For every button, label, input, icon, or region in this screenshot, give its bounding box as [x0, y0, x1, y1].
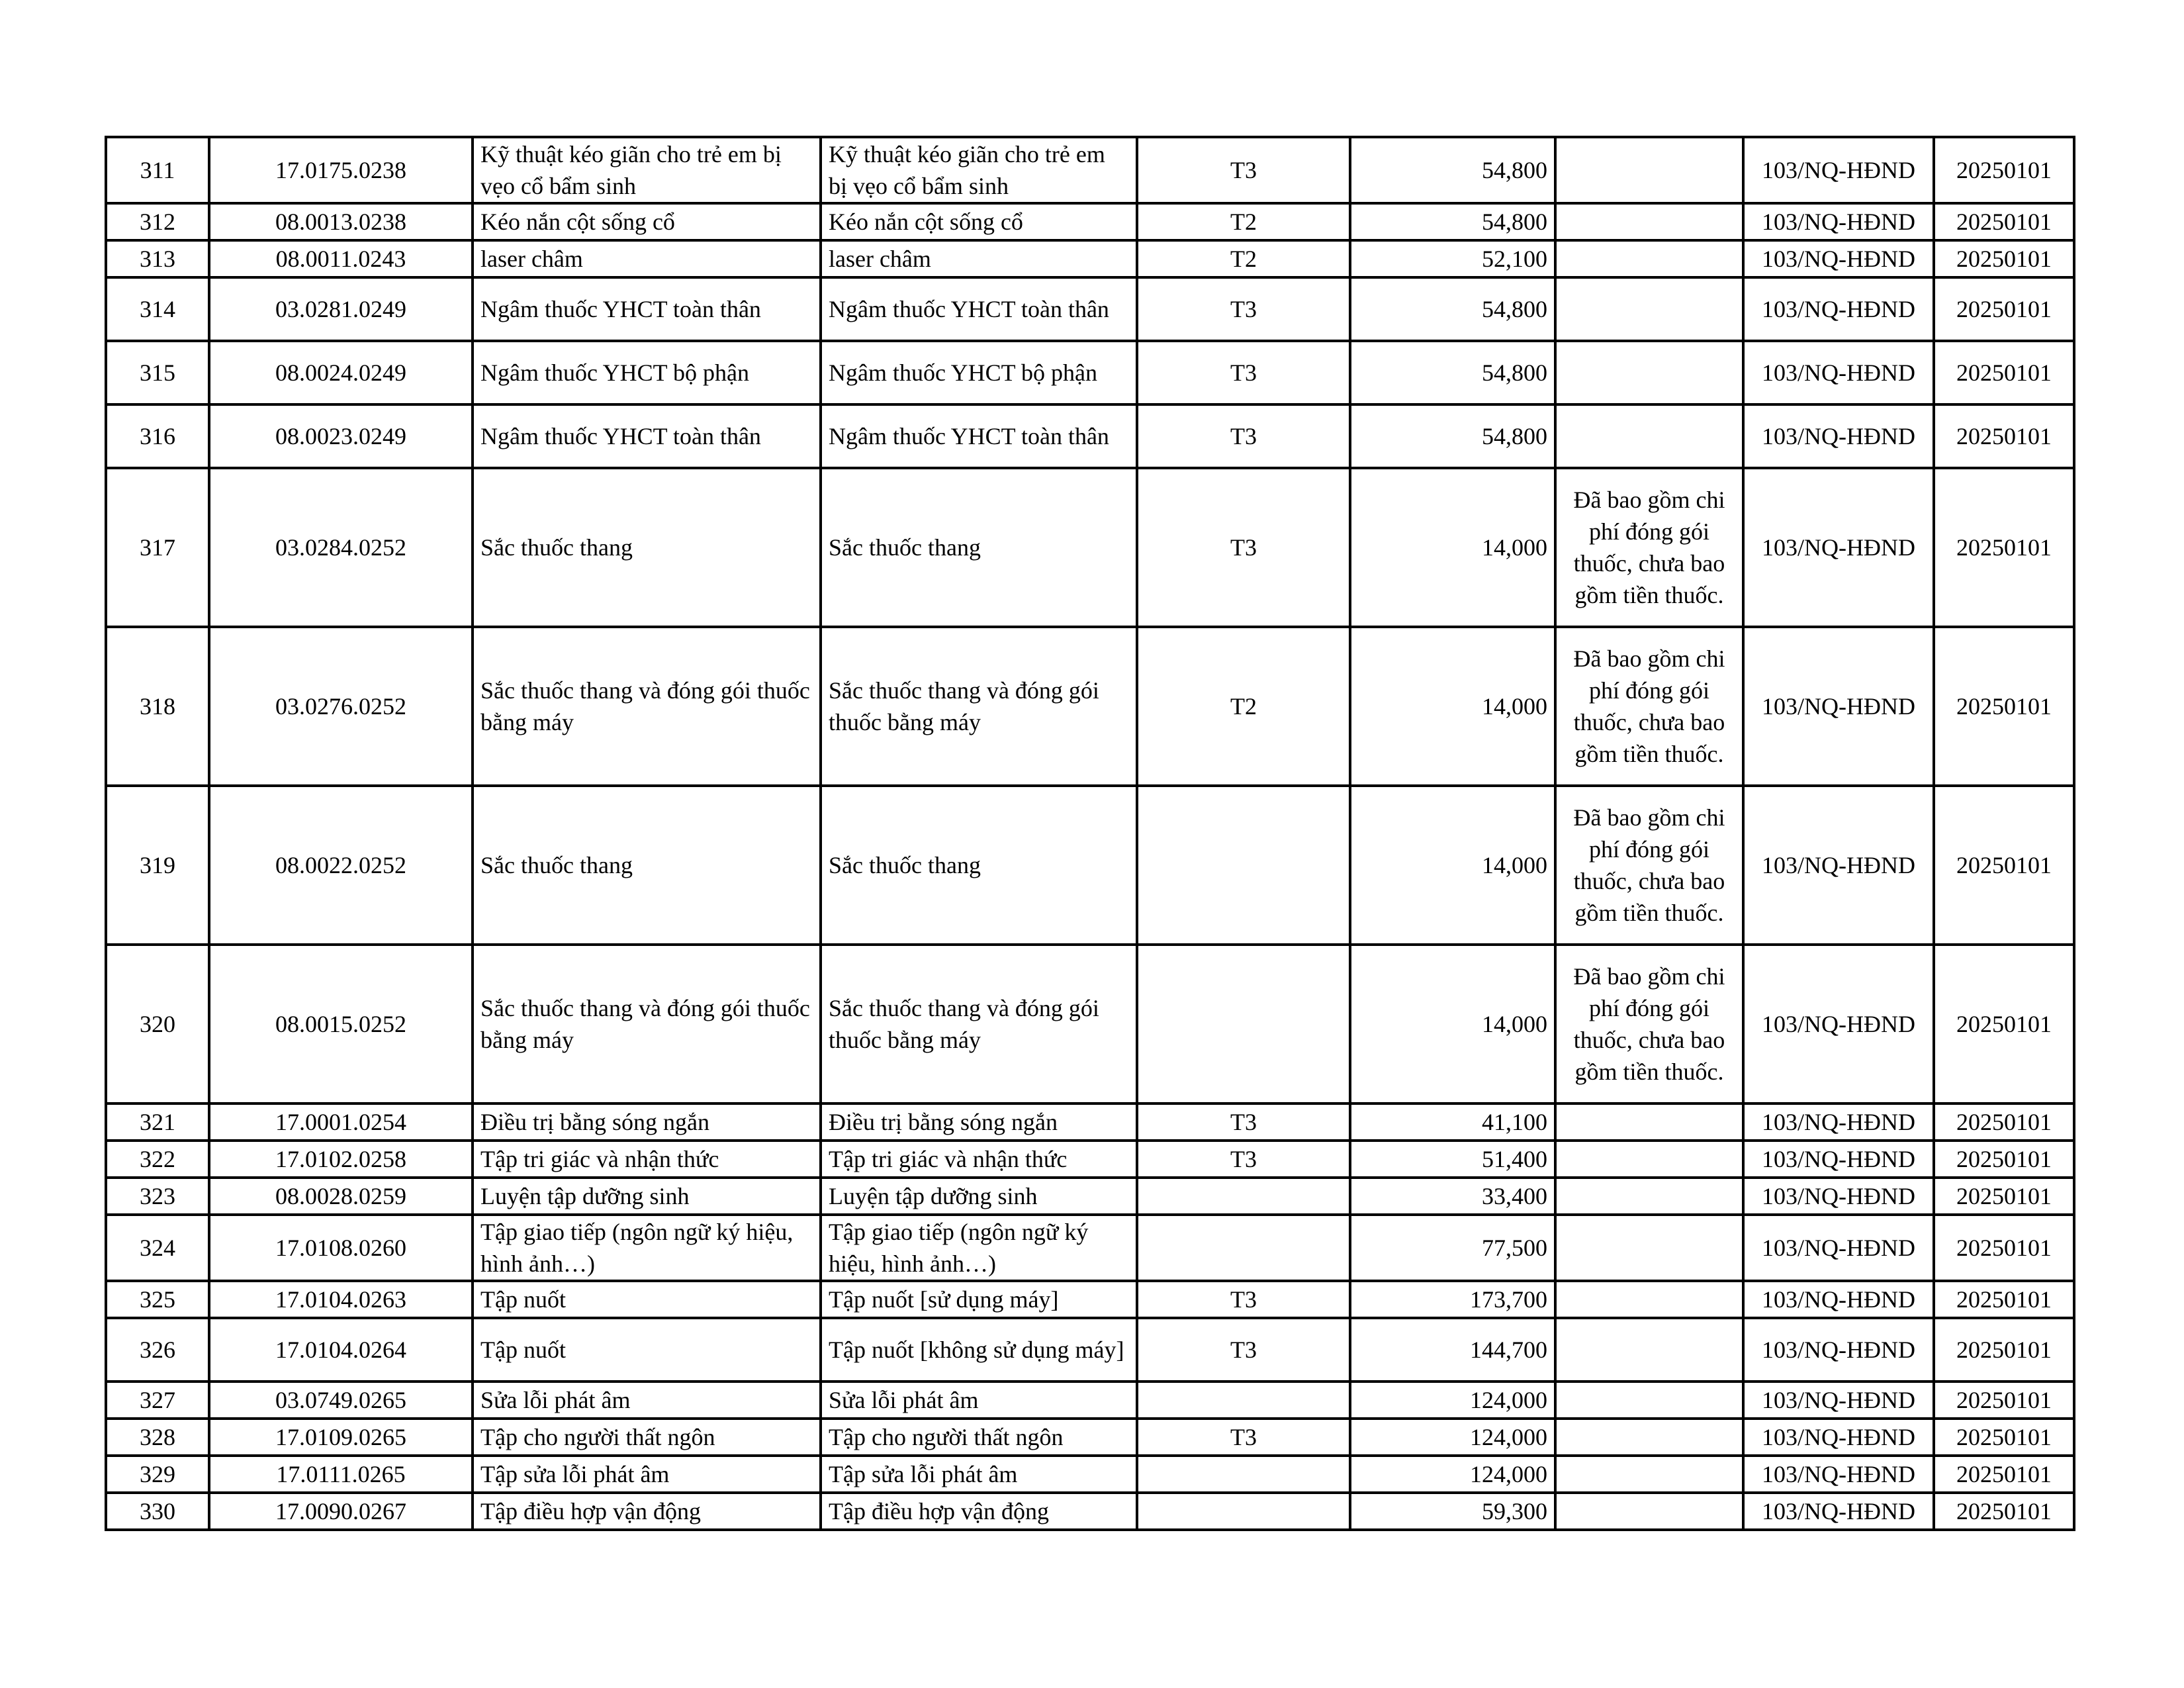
- resolution-number: 103/NQ-HĐND: [1743, 203, 1934, 240]
- service-code: 08.0024.0249: [209, 341, 473, 404]
- service-price: 173,700: [1350, 1281, 1555, 1318]
- price-note: [1555, 404, 1743, 468]
- service-class: T3: [1137, 277, 1350, 341]
- table-row: [106, 945, 2074, 1103]
- service-class: T2: [1137, 627, 1350, 786]
- resolution-number: 103/NQ-HĐND: [1743, 786, 1934, 945]
- price-note: [1555, 277, 1743, 341]
- service-class: T3: [1137, 1318, 1350, 1382]
- row-number: 316: [106, 404, 209, 468]
- service-class: [1137, 786, 1350, 945]
- effective-date: 20250101: [1934, 627, 2074, 786]
- service-name: Tập sửa lỗi phát âm: [473, 1456, 821, 1493]
- effective-date: 20250101: [1934, 137, 2074, 203]
- resolution-number: 103/NQ-HĐND: [1743, 468, 1934, 627]
- price-note: [1555, 1493, 1743, 1530]
- service-price: 54,800: [1350, 404, 1555, 468]
- price-note: Đã bao gồm chi phí đóng gói thuốc, chưa bao gồm tiền thuốc.: [1555, 468, 1743, 627]
- service-class: T2: [1137, 203, 1350, 240]
- service-price: 54,800: [1350, 277, 1555, 341]
- service-name-alt: laser châm: [821, 240, 1137, 277]
- service-code: 17.0104.0264: [209, 1318, 473, 1382]
- service-price: 59,300: [1350, 1493, 1555, 1530]
- price-note: [1555, 1281, 1743, 1318]
- service-name: Kỹ thuật kéo giãn cho trẻ em bị vẹo cổ bẩm sinh: [473, 137, 821, 203]
- effective-date: 20250101: [1934, 786, 2074, 945]
- table-row: [106, 1419, 2074, 1456]
- service-code: 03.0749.0265: [209, 1382, 473, 1419]
- service-name: Điều trị bằng sóng ngắn: [473, 1103, 821, 1141]
- price-note: [1555, 341, 1743, 404]
- service-name-alt: Kỹ thuật kéo giãn cho trẻ em bị vẹo cổ bẩm sinh: [821, 137, 1137, 203]
- resolution-number: 103/NQ-HĐND: [1743, 945, 1934, 1103]
- row-number: 328: [106, 1419, 209, 1456]
- price-note: Đã bao gồm chi phí đóng gói thuốc, chưa bao gồm tiền thuốc.: [1555, 945, 1743, 1103]
- service-name: Ngâm thuốc YHCT bộ phận: [473, 341, 821, 404]
- effective-date: 20250101: [1934, 1456, 2074, 1493]
- row-number: 319: [106, 786, 209, 945]
- service-code: 17.0102.0258: [209, 1141, 473, 1178]
- table-row: [106, 203, 2074, 240]
- effective-date: 20250101: [1934, 404, 2074, 468]
- service-code: 17.0109.0265: [209, 1419, 473, 1456]
- row-number: 330: [106, 1493, 209, 1530]
- service-name: Tập điều hợp vận động: [473, 1493, 821, 1530]
- service-name-alt: Tập cho người thất ngôn: [821, 1419, 1137, 1456]
- service-price: 124,000: [1350, 1419, 1555, 1456]
- service-name: Tập tri giác và nhận thức: [473, 1141, 821, 1178]
- table-row: [106, 1178, 2074, 1215]
- service-name-alt: Tập tri giác và nhận thức: [821, 1141, 1137, 1178]
- service-class: [1137, 945, 1350, 1103]
- service-price: 124,000: [1350, 1382, 1555, 1419]
- table-row: [106, 1141, 2074, 1178]
- service-class: T3: [1137, 468, 1350, 627]
- row-number: 312: [106, 203, 209, 240]
- service-name-alt: Ngâm thuốc YHCT toàn thân: [821, 404, 1137, 468]
- service-class: [1137, 1382, 1350, 1419]
- table-row: [106, 404, 2074, 468]
- service-name-alt: Tập nuốt [không sử dụng máy]: [821, 1318, 1137, 1382]
- service-class: [1137, 1215, 1350, 1281]
- price-note: [1555, 137, 1743, 203]
- service-price: 54,800: [1350, 137, 1555, 203]
- price-note: [1555, 1318, 1743, 1382]
- effective-date: 20250101: [1934, 1281, 2074, 1318]
- service-price: 41,100: [1350, 1103, 1555, 1141]
- service-price: 144,700: [1350, 1318, 1555, 1382]
- effective-date: 20250101: [1934, 1493, 2074, 1530]
- service-code: 03.0284.0252: [209, 468, 473, 627]
- table-row: [106, 1281, 2074, 1318]
- table-row: [106, 1456, 2074, 1493]
- service-name-alt: Tập giao tiếp (ngôn ngữ ký hiệu, hình ảnh…): [821, 1215, 1137, 1281]
- service-code: 17.0104.0263: [209, 1281, 473, 1318]
- row-number: 318: [106, 627, 209, 786]
- resolution-number: 103/NQ-HĐND: [1743, 1178, 1934, 1215]
- table-row: [106, 468, 2074, 627]
- row-number: 323: [106, 1178, 209, 1215]
- service-name-alt: Ngâm thuốc YHCT toàn thân: [821, 277, 1137, 341]
- effective-date: 20250101: [1934, 1382, 2074, 1419]
- effective-date: 20250101: [1934, 945, 2074, 1103]
- service-name: Sắc thuốc thang và đóng gói thuốc bằng máy: [473, 627, 821, 786]
- service-class: [1137, 1178, 1350, 1215]
- effective-date: 20250101: [1934, 1419, 2074, 1456]
- price-note: [1555, 1215, 1743, 1281]
- resolution-number: 103/NQ-HĐND: [1743, 1419, 1934, 1456]
- table-body: [106, 137, 2074, 1530]
- service-name: laser châm: [473, 240, 821, 277]
- row-number: 327: [106, 1382, 209, 1419]
- effective-date: 20250101: [1934, 240, 2074, 277]
- service-code: 17.0175.0238: [209, 137, 473, 203]
- service-price: 33,400: [1350, 1178, 1555, 1215]
- service-name: Luyện tập dưỡng sinh: [473, 1178, 821, 1215]
- effective-date: 20250101: [1934, 1178, 2074, 1215]
- resolution-number: 103/NQ-HĐND: [1743, 240, 1934, 277]
- table-row: [106, 341, 2074, 404]
- resolution-number: 103/NQ-HĐND: [1743, 1215, 1934, 1281]
- price-note: [1555, 203, 1743, 240]
- service-name-alt: Ngâm thuốc YHCT bộ phận: [821, 341, 1137, 404]
- price-note: [1555, 1141, 1743, 1178]
- service-class: [1137, 1456, 1350, 1493]
- price-note: Đã bao gồm chi phí đóng gói thuốc, chưa bao gồm tiền thuốc.: [1555, 786, 1743, 945]
- service-name: Tập nuốt: [473, 1281, 821, 1318]
- service-code: 08.0022.0252: [209, 786, 473, 945]
- service-name-alt: Sắc thuốc thang: [821, 468, 1137, 627]
- service-name: Sắc thuốc thang: [473, 786, 821, 945]
- service-name: Tập giao tiếp (ngôn ngữ ký hiệu, hình ảnh…): [473, 1215, 821, 1281]
- resolution-number: 103/NQ-HĐND: [1743, 277, 1934, 341]
- service-name-alt: Tập sửa lỗi phát âm: [821, 1456, 1137, 1493]
- service-name: Kéo nắn cột sống cổ: [473, 203, 821, 240]
- service-name: Sắc thuốc thang và đóng gói thuốc bằng máy: [473, 945, 821, 1103]
- service-name: Sắc thuốc thang: [473, 468, 821, 627]
- service-code: 17.0111.0265: [209, 1456, 473, 1493]
- service-class: T3: [1137, 1141, 1350, 1178]
- row-number: 311: [106, 137, 209, 203]
- service-price: 14,000: [1350, 468, 1555, 627]
- service-price: 51,400: [1350, 1141, 1555, 1178]
- effective-date: 20250101: [1934, 1318, 2074, 1382]
- row-number: 326: [106, 1318, 209, 1382]
- table-row: [106, 1382, 2074, 1419]
- service-code: 08.0013.0238: [209, 203, 473, 240]
- table-row: [106, 1493, 2074, 1530]
- resolution-number: 103/NQ-HĐND: [1743, 1281, 1934, 1318]
- effective-date: 20250101: [1934, 468, 2074, 627]
- service-name-alt: Tập nuốt [sử dụng máy]: [821, 1281, 1137, 1318]
- service-code: 17.0090.0267: [209, 1493, 473, 1530]
- row-number: 314: [106, 277, 209, 341]
- service-price: 77,500: [1350, 1215, 1555, 1281]
- service-price: 54,800: [1350, 341, 1555, 404]
- service-class: T3: [1137, 1281, 1350, 1318]
- effective-date: 20250101: [1934, 277, 2074, 341]
- table-row: [106, 240, 2074, 277]
- price-note: Đã bao gồm chi phí đóng gói thuốc, chưa bao gồm tiền thuốc.: [1555, 627, 1743, 786]
- service-name: Ngâm thuốc YHCT toàn thân: [473, 404, 821, 468]
- row-number: 313: [106, 240, 209, 277]
- service-code: 08.0011.0243: [209, 240, 473, 277]
- service-code: 17.0108.0260: [209, 1215, 473, 1281]
- service-name-alt: Sắc thuốc thang: [821, 786, 1137, 945]
- resolution-number: 103/NQ-HĐND: [1743, 1382, 1934, 1419]
- service-name: Sửa lỗi phát âm: [473, 1382, 821, 1419]
- row-number: 320: [106, 945, 209, 1103]
- price-note: [1555, 1419, 1743, 1456]
- service-name-alt: Kéo nắn cột sống cổ: [821, 203, 1137, 240]
- service-name-alt: Điều trị bằng sóng ngắn: [821, 1103, 1137, 1141]
- table-row: [106, 627, 2074, 786]
- effective-date: 20250101: [1934, 1141, 2074, 1178]
- service-class: T3: [1137, 1103, 1350, 1141]
- service-class: T2: [1137, 240, 1350, 277]
- price-note: [1555, 1382, 1743, 1419]
- service-class: T3: [1137, 341, 1350, 404]
- row-number: 322: [106, 1141, 209, 1178]
- service-name-alt: Sửa lỗi phát âm: [821, 1382, 1137, 1419]
- effective-date: 20250101: [1934, 203, 2074, 240]
- service-price: 14,000: [1350, 786, 1555, 945]
- effective-date: 20250101: [1934, 1103, 2074, 1141]
- row-number: 324: [106, 1215, 209, 1281]
- service-code: 08.0023.0249: [209, 404, 473, 468]
- service-code: 03.0281.0249: [209, 277, 473, 341]
- service-code: 03.0276.0252: [209, 627, 473, 786]
- service-price: 124,000: [1350, 1456, 1555, 1493]
- effective-date: 20250101: [1934, 1215, 2074, 1281]
- resolution-number: 103/NQ-HĐND: [1743, 627, 1934, 786]
- service-code: 17.0001.0254: [209, 1103, 473, 1141]
- resolution-number: 103/NQ-HĐND: [1743, 1103, 1934, 1141]
- table-row: [106, 1215, 2074, 1281]
- service-name-alt: Sắc thuốc thang và đóng gói thuốc bằng máy: [821, 627, 1137, 786]
- service-name: Tập nuốt: [473, 1318, 821, 1382]
- price-note: [1555, 1178, 1743, 1215]
- resolution-number: 103/NQ-HĐND: [1743, 404, 1934, 468]
- service-name: Ngâm thuốc YHCT toàn thân: [473, 277, 821, 341]
- resolution-number: 103/NQ-HĐND: [1743, 1456, 1934, 1493]
- service-class: T3: [1137, 1419, 1350, 1456]
- service-code: 08.0015.0252: [209, 945, 473, 1103]
- effective-date: 20250101: [1934, 341, 2074, 404]
- row-number: 325: [106, 1281, 209, 1318]
- table-row: [106, 137, 2074, 203]
- row-number: 315: [106, 341, 209, 404]
- row-number: 321: [106, 1103, 209, 1141]
- table-row: [106, 277, 2074, 341]
- service-name-alt: Tập điều hợp vận động: [821, 1493, 1137, 1530]
- table-row: [106, 1318, 2074, 1382]
- service-price-table: [105, 136, 2075, 1531]
- service-price: 54,800: [1350, 203, 1555, 240]
- service-class: [1137, 1493, 1350, 1530]
- resolution-number: 103/NQ-HĐND: [1743, 1318, 1934, 1382]
- service-class: T3: [1137, 404, 1350, 468]
- table-row: [106, 1103, 2074, 1141]
- service-name-alt: Sắc thuốc thang và đóng gói thuốc bằng máy: [821, 945, 1137, 1103]
- service-price: 14,000: [1350, 945, 1555, 1103]
- service-class: T3: [1137, 137, 1350, 203]
- service-price: 52,100: [1350, 240, 1555, 277]
- service-name: Tập cho người thất ngôn: [473, 1419, 821, 1456]
- price-note: [1555, 240, 1743, 277]
- price-note: [1555, 1103, 1743, 1141]
- service-name-alt: Luyện tập dưỡng sinh: [821, 1178, 1137, 1215]
- price-note: [1555, 1456, 1743, 1493]
- row-number: 329: [106, 1456, 209, 1493]
- resolution-number: 103/NQ-HĐND: [1743, 341, 1934, 404]
- resolution-number: 103/NQ-HĐND: [1743, 1141, 1934, 1178]
- row-number: 317: [106, 468, 209, 627]
- resolution-number: 103/NQ-HĐND: [1743, 137, 1934, 203]
- service-price: 14,000: [1350, 627, 1555, 786]
- service-code: 08.0028.0259: [209, 1178, 473, 1215]
- table-row: [106, 786, 2074, 945]
- resolution-number: 103/NQ-HĐND: [1743, 1493, 1934, 1530]
